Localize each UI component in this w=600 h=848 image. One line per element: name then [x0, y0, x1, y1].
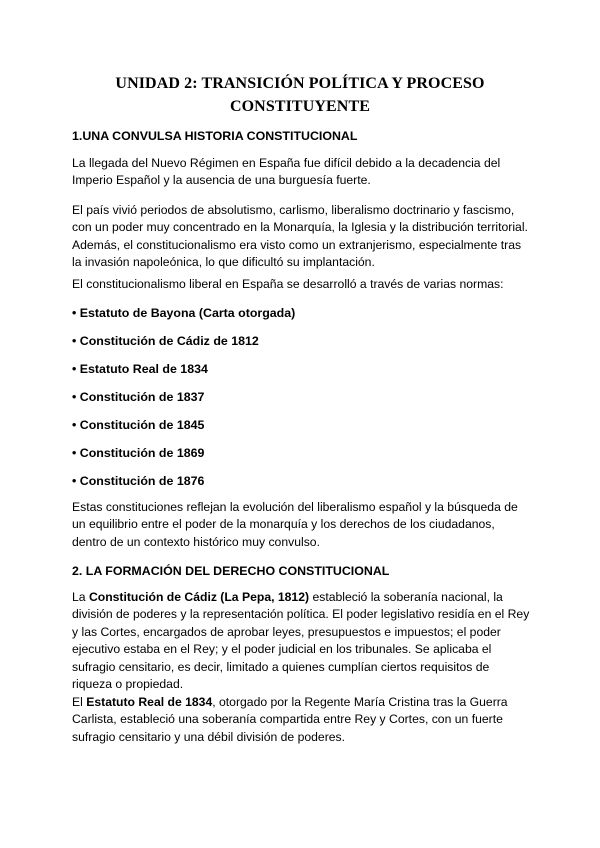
list-item: • Estatuto de Bayona (Carta otorgada)	[72, 306, 296, 320]
paragraph-text: , otorgado por la Regente María Cristina tras la Guerra Carlista, estableció una soberanía compartida entre Rey y Cortes, con un fuerte sufragio censitario y una débil división de poderes.	[72, 695, 508, 744]
section-2-heading: 2. LA FORMACIÓN DEL DERECHO CONSTITUCIONAL	[72, 564, 390, 578]
paragraph-text: La	[72, 590, 89, 604]
section-2-paragraph-2	[72, 694, 532, 746]
title-line-2: CONSTITUYENTE	[229, 98, 370, 115]
list-item: • Estatuto Real de 1834	[72, 362, 208, 376]
list-item: • Constitución de 1876	[72, 474, 205, 488]
list-item: • Constitución de 1845	[72, 418, 205, 432]
paragraph-text: estableció la soberanía nacional, la división de poderes y la representación política. El poder legislativo residía en el Rey y las Cortes, encargados de aprobar leyes, presupuestos e impuestos; el poder ejecutivo estaba en el Rey; y el poder judicial en los tribunales. Se aplicaba el sufragio censitario, es decir, limitado a quienes cumplían ciertos requisitos de riqueza o propiedad.	[72, 590, 530, 692]
paragraph-text: El	[72, 695, 87, 709]
list-item: • Constitución de 1837	[72, 390, 205, 404]
emphasis-estatuto-real: Estatuto Real de 1834	[86, 695, 213, 709]
section-1-paragraph-2: El país vivió periodos de absolutismo, carlismo, liberalismo doctrinario y fascismo, con un poder muy concentrado en la Monarquía, la Iglesia y la distribución territorial. Además, el constitucionalismo era visto como un extranjerismo, especialmente tras la invasión napoleónica, lo que dificultó su implantación.	[72, 203, 528, 270]
emphasis-constitucion-cadiz: Constitución de Cádiz (La Pepa, 1812)	[88, 590, 310, 604]
list-item: • Constitución de 1869	[72, 446, 205, 460]
list-item: • Constitución de Cádiz de 1812	[72, 334, 259, 348]
title-line-1: UNIDAD 2: TRANSICIÓN POLÍTICA Y PROCESO	[115, 75, 485, 92]
section-1-paragraph-4: Estas constituciones reflejan la evolución del liberalismo español y la búsqueda de un equilibrio entre el poder de la monarquía y los derechos de los ciudadanos, dentro de un contexto histórico muy convulso.	[72, 500, 518, 549]
section-1-paragraph-1: La llegada del Nuevo Régimen en España fue difícil debido a la decadencia del Imperio Español y la ausencia de una burguesía fuerte.	[72, 156, 501, 188]
section-1-heading: 1.UNA CONVULSA HISTORIA CONSTITUCIONAL	[72, 129, 358, 143]
section-2-paragraph-1	[72, 589, 532, 693]
section-1-paragraph-3: El constitucionalismo liberal en España se desarrolló a través de varias normas:	[72, 277, 504, 291]
page-title	[70, 72, 530, 118]
